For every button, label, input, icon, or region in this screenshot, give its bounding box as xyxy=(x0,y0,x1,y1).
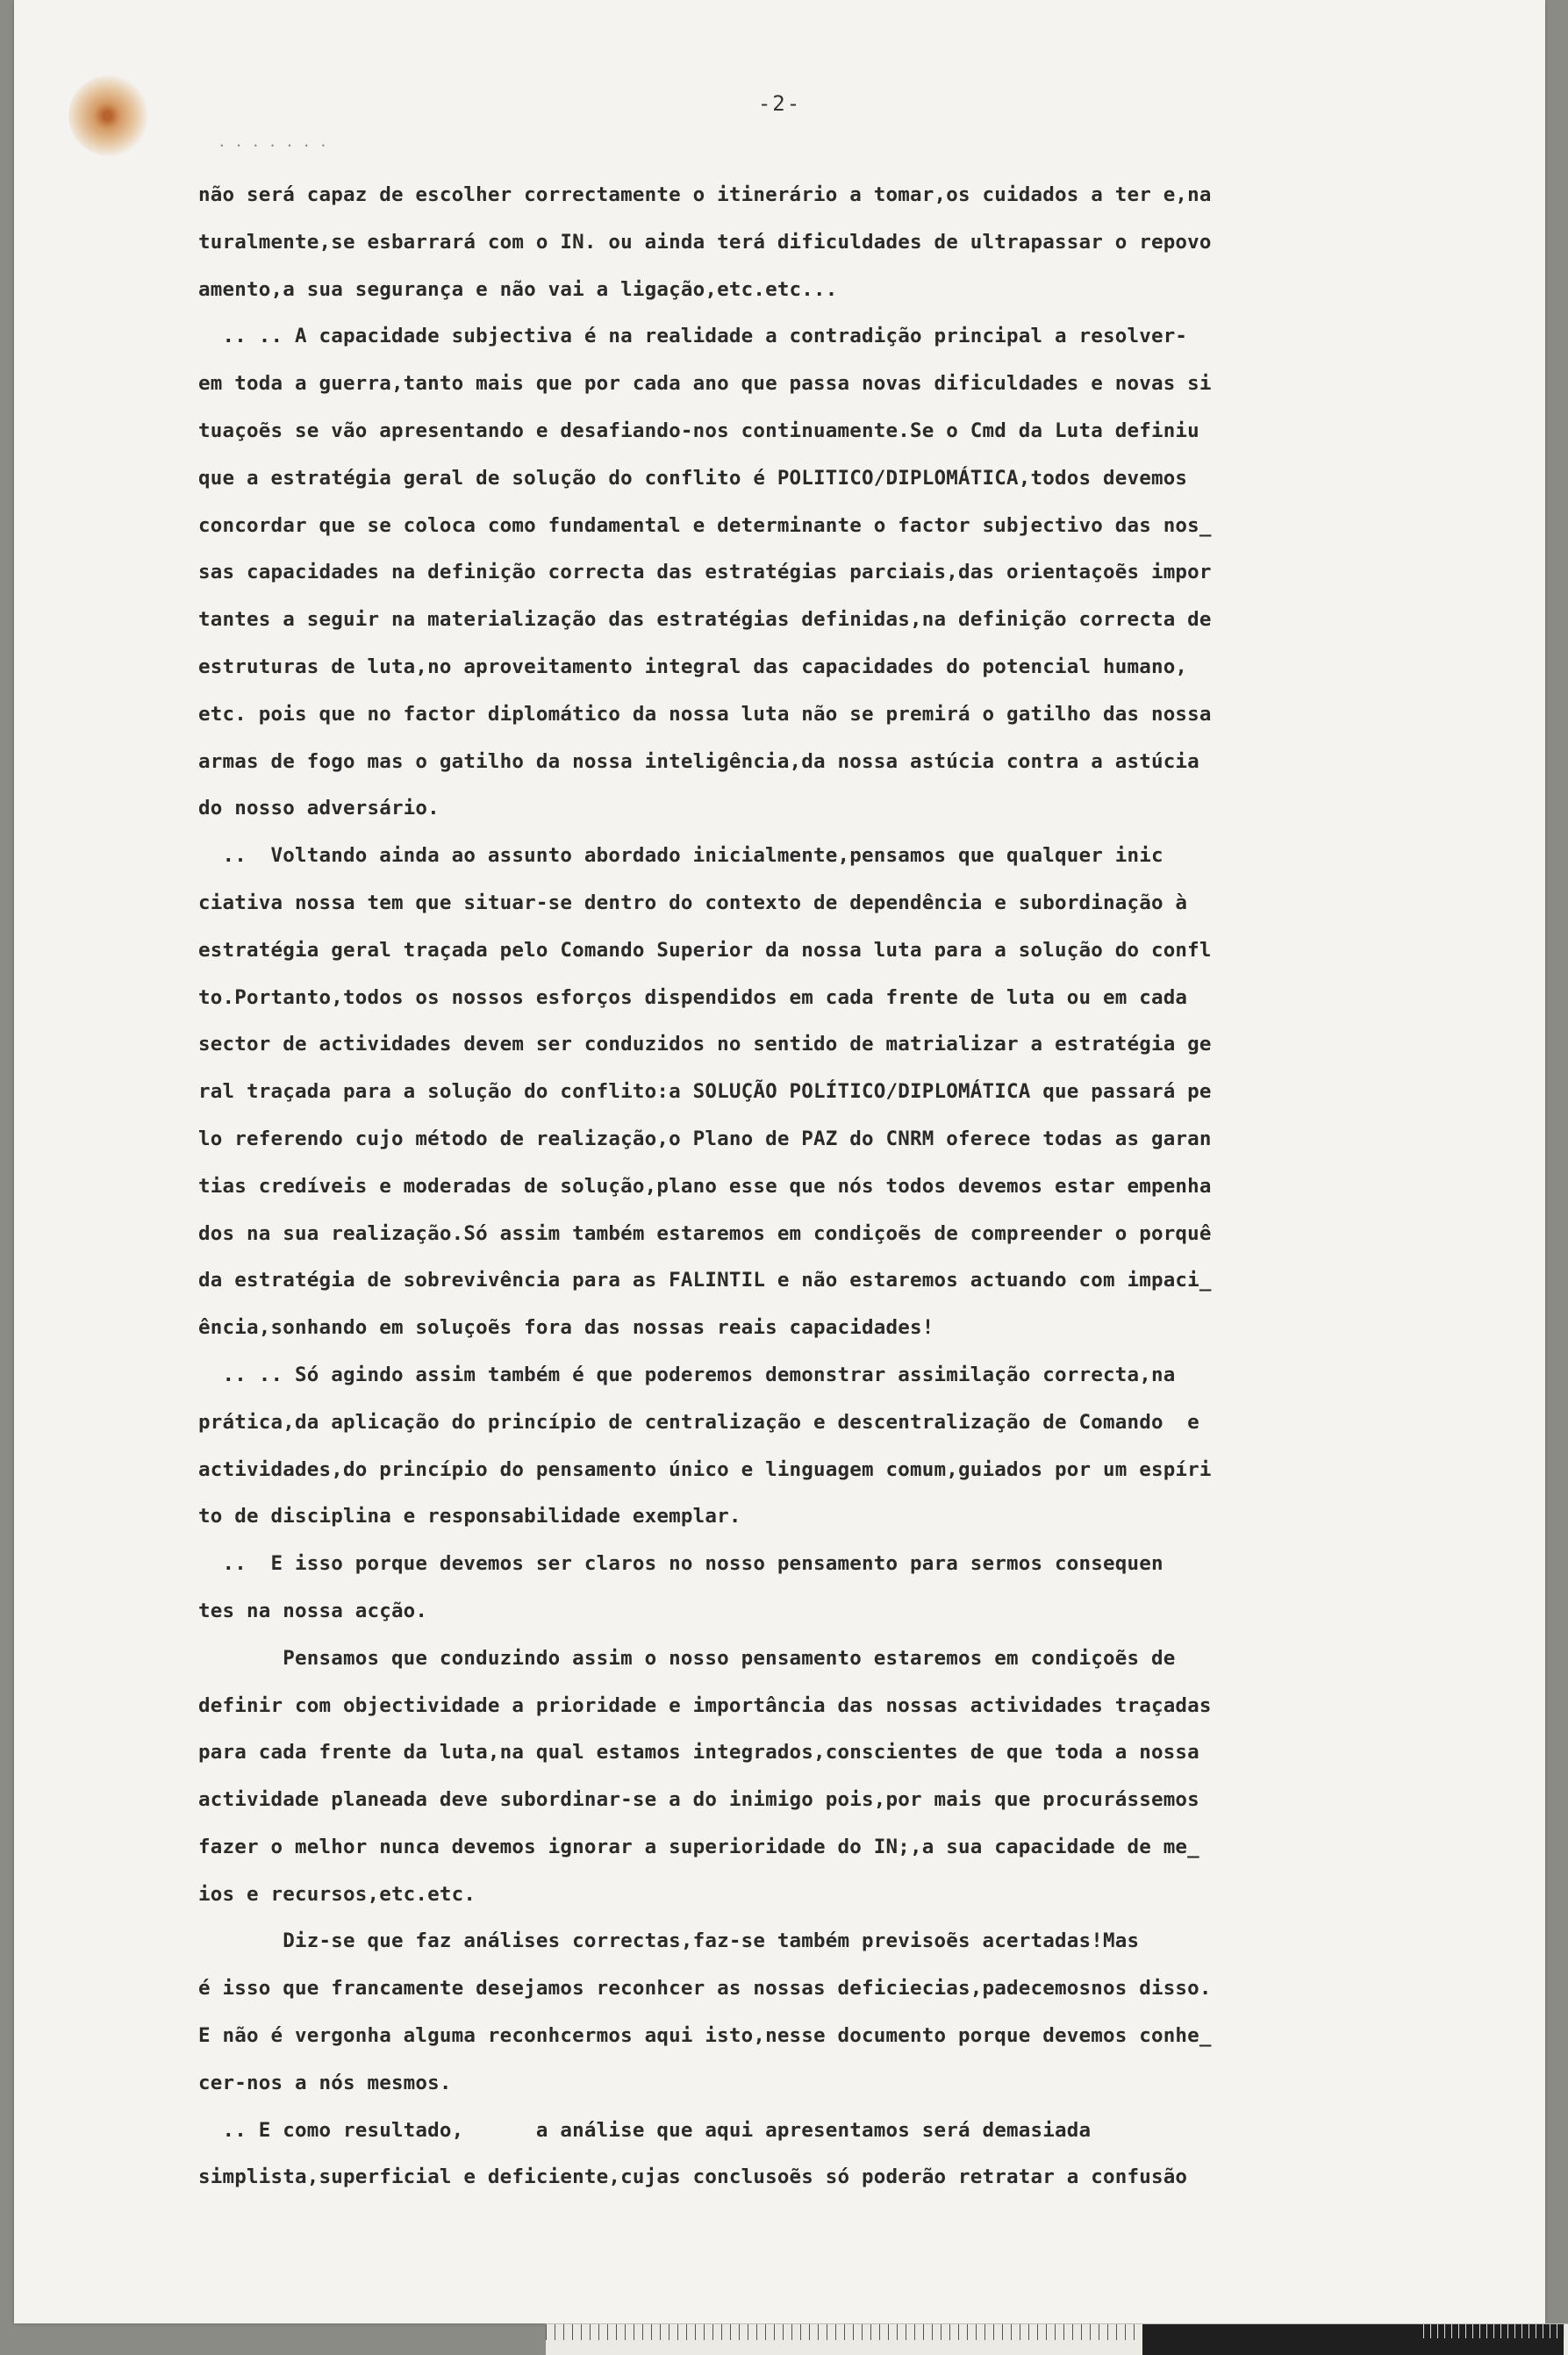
text-line: que a estratégia geral de solução do conflito é POLITICO/DIPLOMÁTICA,todos devemos xyxy=(198,466,1188,490)
text-line: ios e recursos,etc.etc. xyxy=(198,1882,476,1906)
text-line: to.Portanto,todos os nossos esforços dispendidos em cada frente de luta ou em cada xyxy=(198,985,1188,1009)
text-line: é isso que francamente desejamos reconhcer as nossas deficiecias,padecemosnos disso. xyxy=(198,1977,1212,2001)
text-line: dos na sua realização.Só assim também estaremos em condiçoẽs de compreender o porquê xyxy=(198,1221,1212,1245)
text-line: sector de actividades devem ser conduzidos no sentido de matrializar a estratégia ge xyxy=(198,1033,1212,1056)
ruler-ticks-right xyxy=(1423,2324,1568,2338)
text-line: Pensamos que conduzindo assim o nosso pensamento estaremos em condiçoẽs de xyxy=(198,1646,1176,1670)
text-line: Diz-se que faz análises correctas,faz-se também previsoẽs acertadas!Mas xyxy=(198,1929,1140,1953)
text-line: lo referendo cujo método de realização,o Plano de PAZ do CNRM oferece todas as garan xyxy=(198,1127,1212,1150)
text-line: .. E isso porque devemos ser claros no nosso pensamento para sermos consequen xyxy=(198,1552,1163,1576)
text-line: simplista,superficial e deficiente,cujas conclusoẽs só poderão retratar a confusão xyxy=(198,2165,1188,2189)
text-line: sas capacidades na definição correcta das estratégias parciais,das orientaçoẽs impor xyxy=(198,561,1212,584)
margin-dots: . . . . . . . xyxy=(218,133,328,150)
text-line: ência,sonhando em soluçoẽs fora das nossas reais capacidades! xyxy=(198,1316,934,1340)
text-line: da estratégia de sobrevivência para as FALINTIL e não estaremos actuando com impaci_ xyxy=(198,1269,1212,1292)
rust-stain xyxy=(68,75,149,156)
text-line: etc. pois que no factor diplomático da nossa luta não se premirá o gatilho das nossa xyxy=(198,702,1212,726)
text-line: prática,da aplicação do princípio de centralização e descentralização de Comando e xyxy=(198,1410,1199,1434)
text-line: cer-nos a nós mesmos. xyxy=(198,2071,452,2094)
text-line: tuaçoẽs se vão apresentando e desafiando-nos continuamente.Se o Cmd da Luta definiu xyxy=(198,419,1199,442)
text-line: .. E como resultado, a análise que aqui apresentamos será demasiada xyxy=(198,2118,1092,2142)
text-line: E não é vergonha alguma reconhcermos aqui isto,nesse documento porque devemos conhe_ xyxy=(198,2024,1212,2048)
text-line: actividades,do princípio do pensamento único e linguagem comum,guiados por um espíri xyxy=(198,1457,1212,1481)
text-line: estratégia geral traçada pelo Comando Superior da nossa luta para a solução do confl xyxy=(198,938,1212,962)
text-line: .. .. A capacidade subjectiva é na realidade a contradição principal a resolver- xyxy=(198,325,1188,348)
text-line: fazer o melhor nunca devemos ignorar a superioridade do IN;,a sua capacidade de me_ xyxy=(198,1835,1199,1858)
text-line: to de disciplina e responsabilidade exemplar. xyxy=(198,1505,741,1528)
document-page xyxy=(14,0,1545,2323)
text-line: .. .. Só agindo assim também é que poderemos demonstrar assimilação correcta,na xyxy=(198,1363,1176,1386)
text-line: amento,a sua segurança e não vai a ligação,etc.etc... xyxy=(198,277,838,301)
text-line: armas de fogo mas o gatilho da nossa inteligência,da nossa astúcia contra a astúcia xyxy=(198,749,1199,773)
text-line: em toda a guerra,tanto mais que por cada ano que passa novas dificuldades e novas si xyxy=(198,372,1212,396)
text-line: ral traçada para a solução do conflito:a SOLUÇÃO POLÍTICO/DIPLOMÁTICA que passará pe xyxy=(198,1080,1212,1104)
text-line: tes na nossa acção. xyxy=(198,1599,428,1622)
text-line: definir com objectividade a prioridade e importância das nossas actividades traçadas xyxy=(198,1693,1212,1717)
text-line: do nosso adversário. xyxy=(198,797,440,820)
ruler-ticks xyxy=(546,2324,1160,2340)
text-line: para cada frente da luta,na qual estamos integrados,conscientes de que toda a nossa xyxy=(198,1741,1199,1764)
text-line: .. Voltando ainda ao assunto abordado inicialmente,pensamos que qualquer inic xyxy=(198,844,1163,868)
text-line: ciativa nossa tem que situar-se dentro do contexto de dependência e subordinação à xyxy=(198,891,1188,914)
scale-ruler xyxy=(546,2323,1568,2355)
text-line: tias credíveis e moderadas de solução,plano esse que nós todos devemos estar empenha xyxy=(198,1174,1212,1198)
page-number: -2- xyxy=(757,91,802,116)
text-line: actividade planeada deve subordinar-se a do inimigo pois,por mais que procurássemos xyxy=(198,1788,1199,1812)
text-line: tantes a seguir na materialização das estratégias definidas,na definição correcta de xyxy=(198,608,1212,632)
text-line: estruturas de luta,no aproveitamento integral das capacidades do potencial humano, xyxy=(198,655,1188,678)
text-line: turalmente,se esbarrará com o IN. ou ainda terá dificuldades de ultrapassar o repovo xyxy=(198,230,1212,254)
typed-body-text xyxy=(198,172,1462,2201)
text-line: concordar que se coloca como fundamental e determinante o factor subjectivo das nos_ xyxy=(198,513,1212,537)
text-line: não será capaz de escolher correctamente o itinerário a tomar,os cuidados a ter e,na xyxy=(198,183,1212,206)
